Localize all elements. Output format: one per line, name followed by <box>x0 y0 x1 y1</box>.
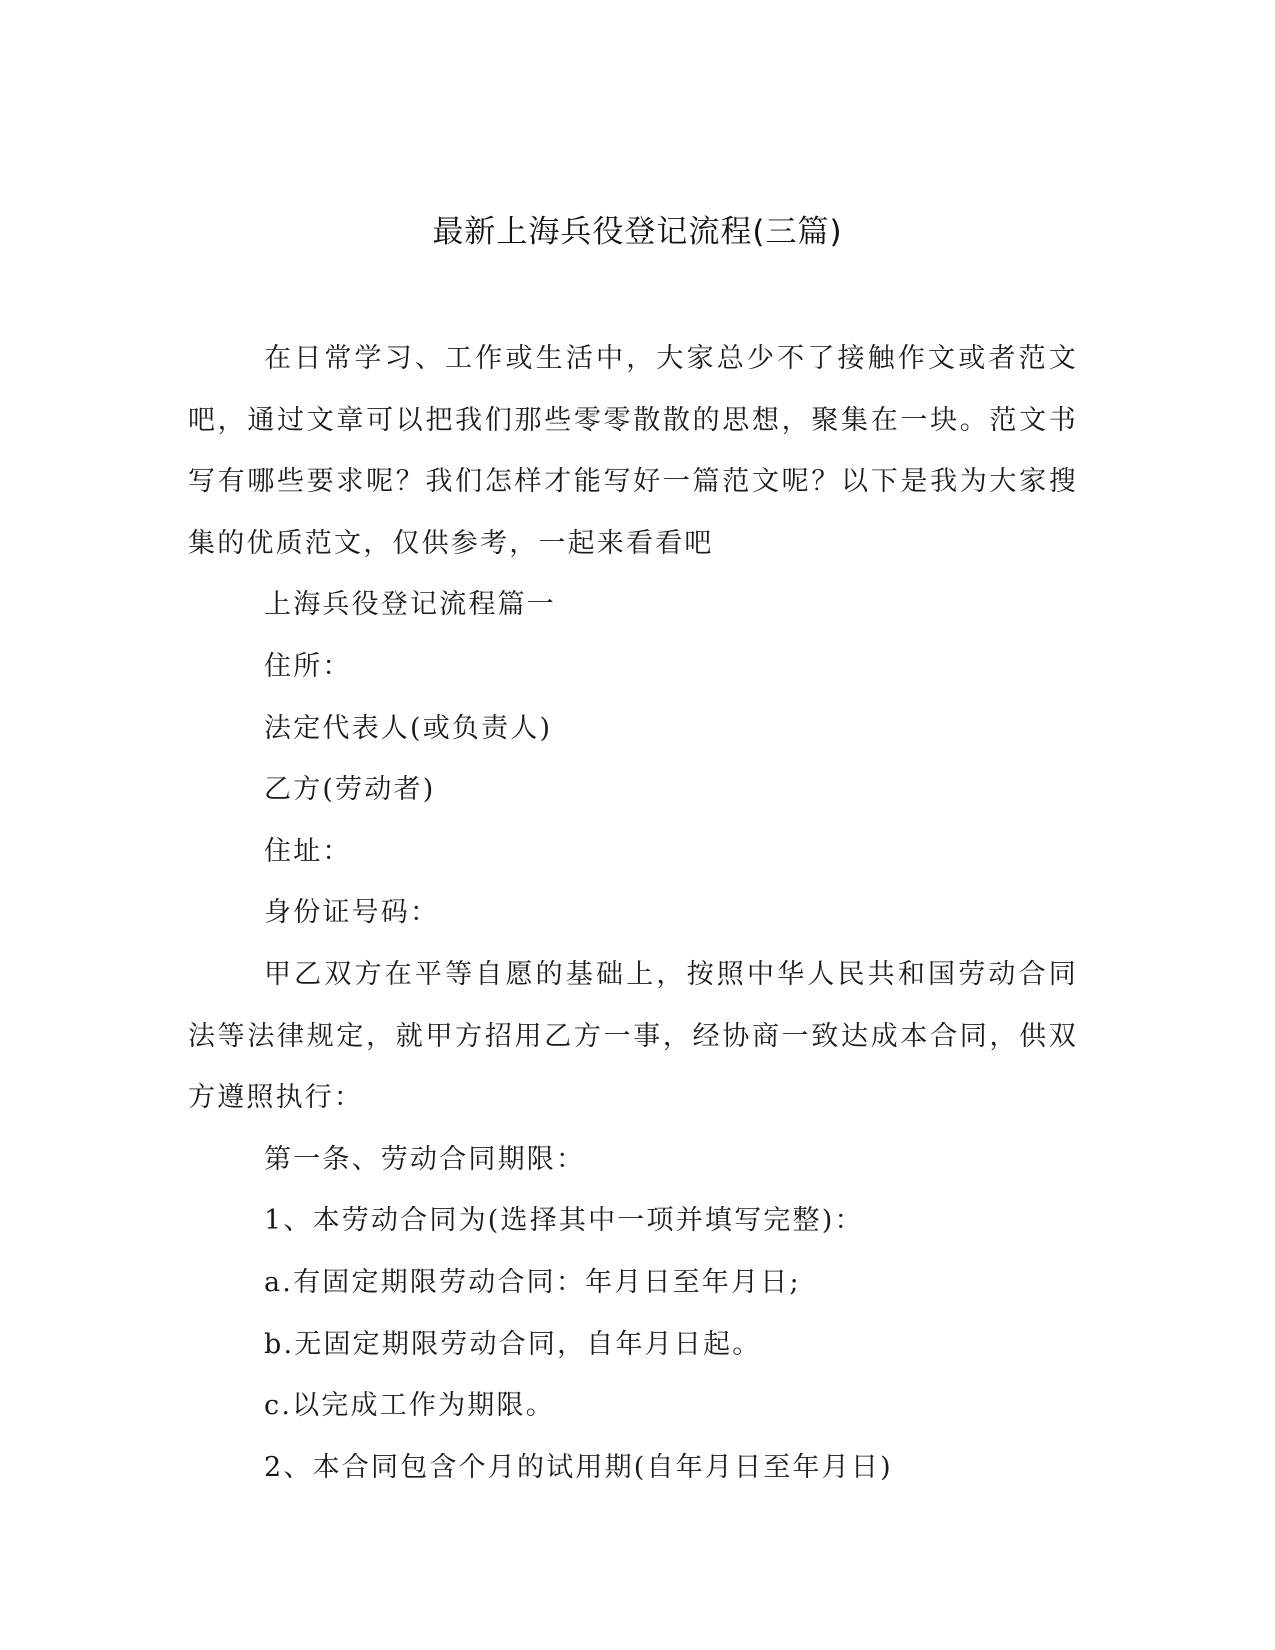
agreement-paragraph: 甲乙双方在平等自愿的基础上，按照中华人民共和国劳动合同法等法律规定，就甲方招用乙方一事，经协商一致达成本合同，供双方遵照执行： <box>188 958 1078 1114</box>
field-party-b: 乙方(劳动者) <box>264 774 436 806</box>
clause-2: 2、本合同包含个月的试用期(自年月日至年月日) <box>264 1451 893 1483</box>
document-title: 最新上海兵役登记流程(三篇) <box>432 214 843 250</box>
clause-1a: a.有固定期限劳动合同：年月日至年月日; <box>264 1266 801 1298</box>
section-heading: 上海兵役登记流程篇一 <box>264 589 556 621</box>
field-residence: 住所： <box>264 650 352 682</box>
field-id-number: 身份证号码： <box>264 897 440 929</box>
document-body <box>188 328 1078 1498</box>
intro-paragraph: 在日常学习、工作或生活中，大家总少不了接触作文或者范文吧，通过文章可以把我们那些零零散散的思想，聚集在一块。范文书写有哪些要求呢？我们怎样才能写好一篇范文呢？以下是我为大家搜集的优质范文，仅供参考，一起来看看吧 <box>188 343 1078 559</box>
clause-1: 1、本劳动合同为(选择其中一项并填写完整)： <box>264 1205 864 1237</box>
article-one-heading: 第一条、劳动合同期限： <box>264 1143 586 1175</box>
clause-1c: c.以完成工作为期限。 <box>264 1390 555 1422</box>
field-address: 住址： <box>264 835 352 867</box>
field-legal-representative: 法定代表人(或负责人) <box>264 712 553 744</box>
clause-1b: b.无固定期限劳动合同，自年月日起。 <box>264 1328 762 1360</box>
